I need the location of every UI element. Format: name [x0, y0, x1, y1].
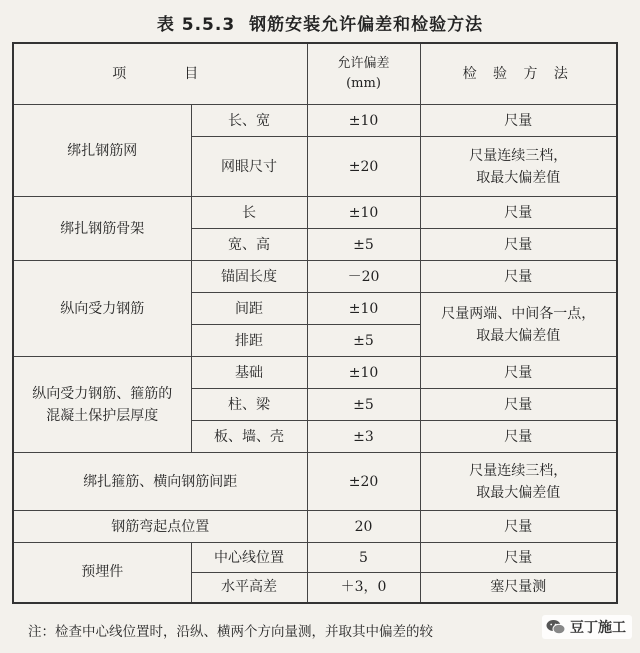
row-tolerance: ±10 — [307, 105, 420, 137]
header-tolerance: 允许偏差 (mm) — [307, 43, 420, 105]
row-sub-label: 水平高差 — [191, 573, 307, 603]
row-sub-label: 长 — [191, 197, 307, 229]
row-tolerance: ±10 — [307, 357, 420, 389]
row-method: 尺量 — [420, 421, 617, 453]
table-row — [13, 543, 617, 573]
row-method: 尺量连续三档， 取最大偏差值 — [420, 137, 617, 197]
row-tolerance: ±5 — [307, 229, 420, 261]
row-method: 尺量 — [420, 229, 617, 261]
row-sub-label: 宽、高 — [191, 229, 307, 261]
row-tolerance: 5 — [307, 543, 420, 573]
row-method: 塞尺量测 — [420, 573, 617, 603]
row-tolerance: 20 — [307, 511, 420, 543]
row-group-label: 绑扎钢筋网 — [13, 105, 191, 197]
table-caption: 钢筋安装允许偏差和检验方法 — [249, 15, 484, 35]
row-sub-label: 柱、梁 — [191, 389, 307, 421]
row-sub-label: 网眼尺寸 — [191, 137, 307, 197]
table-number: 表 5.5.3 — [156, 15, 236, 35]
row-group-label: 绑扎钢筋骨架 — [13, 197, 191, 261]
row-method: 尺量两端、中间各一点， 取最大偏差值 — [420, 293, 617, 357]
table-title — [0, 10, 640, 35]
row-group-label: 纵向受力钢筋 — [13, 261, 191, 357]
row-method: 尺量 — [420, 357, 617, 389]
row-group-label: 钢筋弯起点位置 — [13, 511, 307, 543]
row-method: 尺量 — [420, 511, 617, 543]
header-method: 检 验 方 法 — [420, 43, 617, 105]
row-method: 尺量 — [420, 261, 617, 293]
tolerance-table — [12, 42, 618, 604]
row-sub-label: 基础 — [191, 357, 307, 389]
row-sub-label: 锚固长度 — [191, 261, 307, 293]
table-note: 注：检查中心线位置时，沿纵、横两个方向量测，并取其中偏差的较 — [28, 624, 433, 640]
row-tolerance: ±3 — [307, 421, 420, 453]
row-group-label: 绑扎箍筋、横向钢筋间距 — [13, 453, 307, 511]
row-tolerance: ±20 — [307, 137, 420, 197]
row-group-label: 预埋件 — [13, 543, 191, 603]
row-sub-label: 板、墙、壳 — [191, 421, 307, 453]
watermark — [542, 615, 632, 639]
row-tolerance: ±5 — [307, 325, 420, 357]
table-row — [13, 261, 617, 293]
table-row — [13, 105, 617, 137]
row-method: 尺量 — [420, 197, 617, 229]
table-header-row — [13, 43, 617, 105]
row-method: 尺量 — [420, 389, 617, 421]
row-tolerance: ±10 — [307, 197, 420, 229]
row-sub-label: 间距 — [191, 293, 307, 325]
watermark-text: 豆丁施工 — [570, 620, 626, 636]
row-tolerance: ±5 — [307, 389, 420, 421]
row-tolerance: ±10 — [307, 293, 420, 325]
row-tolerance: ＋3，0 — [307, 573, 420, 603]
row-method: 尺量连续三档， 取最大偏差值 — [420, 453, 617, 511]
table-row — [13, 197, 617, 229]
table-row — [13, 357, 617, 389]
row-sub-label: 中心线位置 — [191, 543, 307, 573]
row-tolerance: ±20 — [307, 453, 420, 511]
wechat-icon — [546, 619, 566, 635]
row-tolerance: －20 — [307, 261, 420, 293]
row-sub-label: 长、宽 — [191, 105, 307, 137]
row-method: 尺量 — [420, 543, 617, 573]
row-sub-label: 排距 — [191, 325, 307, 357]
row-group-label: 纵向受力钢筋、箍筋的 混凝土保护层厚度 — [13, 357, 191, 453]
row-method: 尺量 — [420, 105, 617, 137]
table-row — [13, 453, 617, 511]
header-item: 项 目 — [13, 43, 307, 105]
table-row — [13, 511, 617, 543]
